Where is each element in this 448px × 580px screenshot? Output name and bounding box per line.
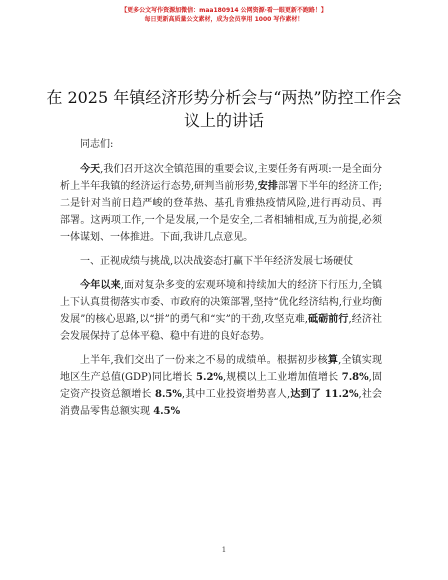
promo-banner xyxy=(0,6,448,24)
intro-bold: 安排 xyxy=(257,181,278,192)
stat-gdp: 5.2% xyxy=(196,372,223,383)
document-title: 在 2025 年镇经济形势分析会与“两热”防控工作会议上的讲话 xyxy=(46,88,402,130)
promo-line-1: 【更多公文写作资源加微信：maa180914 公网资源·看一眼更新不跑路！】 xyxy=(121,7,327,14)
page-number: 1 xyxy=(221,546,227,554)
stat-investment: 8.5% xyxy=(154,389,182,400)
intro-lead: 今天 xyxy=(80,164,101,175)
progress-text-1: ,面对复杂多变的宏观环境和持续加大的经济下行压力,全镇上下认真贯彻落实市委、市政府的决策部署,坚持“优化经济结构,行业均衡发展”的核心思路,以“拼”的勇气和“实”的干劲,攻坚克难, xyxy=(60,280,383,325)
progress-lead: 今年以来 xyxy=(80,280,121,291)
stats-text-5: ,其中工业投资增势喜人, xyxy=(181,389,291,400)
paragraph-statistics xyxy=(60,352,382,420)
intro-text-1: ,我们召开这次全镇范围的重要会议,主要任务有两项:一是全面分析上半年我镇的经济运行态势,研判当前形势, xyxy=(60,164,383,192)
stats-text-6: ,社会消费品零售总额实现 xyxy=(60,389,383,417)
document-body xyxy=(60,136,382,427)
progress-bold: 砥砺前行 xyxy=(307,314,349,325)
paragraph-intro xyxy=(60,161,382,246)
stats-text-3: ,规模以上工业增加值增长 xyxy=(222,372,342,383)
stat-retail: 4.5% xyxy=(153,406,181,417)
stats-text-1: 上半年,我们交出了一份来之不易的成绩单。根据初步核 xyxy=(80,355,328,366)
stats-bold-1: 算 xyxy=(327,355,339,366)
progress-text-2: ,经济社会发展保持了总体平稳、稳中有进的良好态势。 xyxy=(60,314,382,342)
paragraph-progress xyxy=(60,277,382,345)
stats-text-4: ,固定资产投资总额增长 xyxy=(60,372,383,400)
salutation: 同志们: xyxy=(80,139,114,150)
stats-bold-2: 达到了 11.2% xyxy=(290,389,359,400)
intro-text-2: 部署下半年的经济工作;二是针对当前日趋严峻的登革热、基孔肯雅热疫情风险,进行再动员、再部署。这两项工作,一个是发展,一个是安全,二者相辅相成,互为前提,必须一体谋划、一体推进。下面,我讲几点意见。 xyxy=(60,181,383,243)
stat-industry: 7.8% xyxy=(341,372,369,383)
section-heading-1: 一、正视成绩与挑战,以决战姿态打赢下半年经济发展七场硬仗 xyxy=(80,256,354,267)
promo-line-2: 每日更新高质量公文素材，成为会员享用 1000 写作素材！ xyxy=(144,16,304,23)
stats-text-2: ,全镇实现地区生产总值(GDP)同比增长 xyxy=(60,355,382,383)
